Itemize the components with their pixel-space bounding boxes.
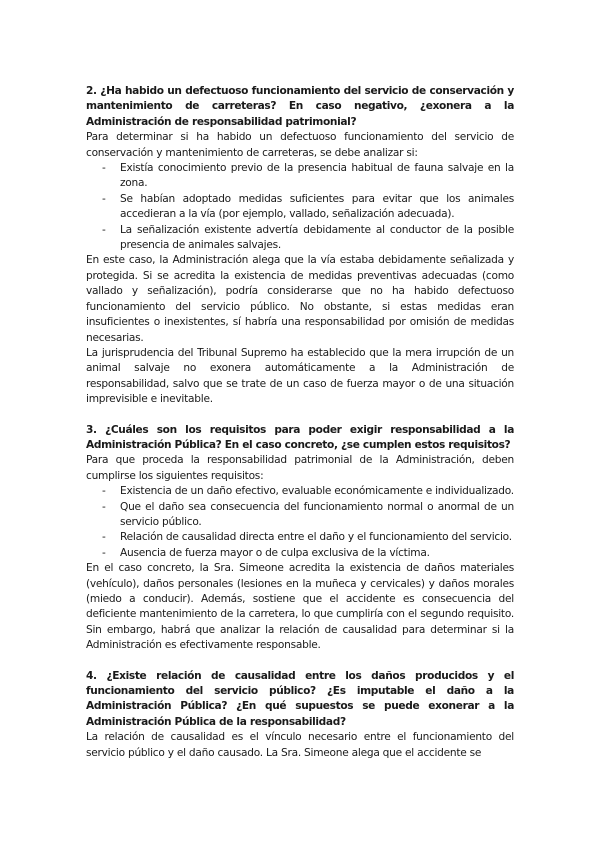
list-item: - La señalización existente advertía debidamente al conductor de la posible presencia de animales salvajes. [102,223,514,252]
section-intro: La relación de causalidad es el vínculo necesario entre el funcionamiento del servicio público y el daño causado. La Sra. Simeone alega que el accidente se [86,731,514,759]
paragraph: En el caso concreto, la Sra. Simeone acredita la existencia de daños materiales (vehículo), daños personales (lesiones en la muñeca y cervicales) y daños morales (miedo a conducir). Además, sostiene que el accidente es consecuencia del deficiente mantenimiento de la carretera, lo que cumpliría con el segundo requisito. Sin embargo, habrá que analizar la relación de causalidad para determinar si la Administración es efectivamente responsable. [86,562,514,652]
section-heading: 2. ¿Ha habido un defectuoso funcionamiento del servicio de conservación y mantenimiento de carreteras? En caso negativo, ¿exonera a la Administración de responsabilidad patrimonial? [86,85,514,128]
section-heading: 3. ¿Cuáles son los requisitos para poder exigir responsabilidad a la Administración Pública? En el caso concreto, ¿se cumplen estos requisitos? [86,423,514,451]
list-item: - Existencia de un daño efectivo, evaluable económicamente e individualizado. [102,485,514,498]
section-heading: 4. ¿Existe relación de causalidad entre los daños producidos y el funcionamiento del servicio público? ¿Es imputable el daño a la Administración Pública? ¿En qué supuestos se puede exonerar a la Administración Pública de la responsabilidad? [86,669,514,728]
list-item: - Ausencia de fuerza mayor o de culpa exclusiva de la víctima. [102,546,430,559]
requirements-list [86,484,514,561]
requirements-list [86,161,514,253]
section-intro: Para que proceda la responsabilidad patrimonial de la Administración, deben cumplirse los siguientes requisitos: [86,454,514,482]
section-2 [86,84,514,408]
paragraph: La jurisprudencia del Tribunal Supremo ha establecido que la mera irrupción de un animal salvaje no exonera automáticamente a la Administración de responsabilidad, salvo que se trate de un caso de fuerza mayor o de una situación imprevisible e inevitable. [86,346,514,406]
paragraph: En este caso, la Administración alega que la vía estaba debidamente señalizada y protegida. Si se acredita la existencia de medidas preventivas adecuadas (como vallado y señalización), podría considerarse que no ha habido defectuoso funcionamiento del servicio público. No obstante, si estas medidas eran insuficientes o inexistentes, sí habría una responsabilidad por omisión de medidas necesarias. [86,254,514,344]
section-4 [86,669,514,761]
section-3 [86,423,514,654]
list-item: - Se habían adoptado medidas suficientes para evitar que los animales accedieran a la vía (por ejemplo, vallado, señalización adecuada). [102,192,514,221]
list-item: - Existía conocimiento previo de la presencia habitual de fauna salvaje en la zona. [102,162,514,190]
section-intro: Para determinar si ha habido un defectuoso funcionamiento del servicio de conservación y mantenimiento de carreteras, se debe analizar si: [86,131,514,159]
list-item: - Relación de causalidad directa entre el daño y el funcionamiento del servicio. [102,531,512,544]
list-item: - Que el daño sea consecuencia del funcionamiento normal o anormal de un servicio público. [102,500,514,528]
